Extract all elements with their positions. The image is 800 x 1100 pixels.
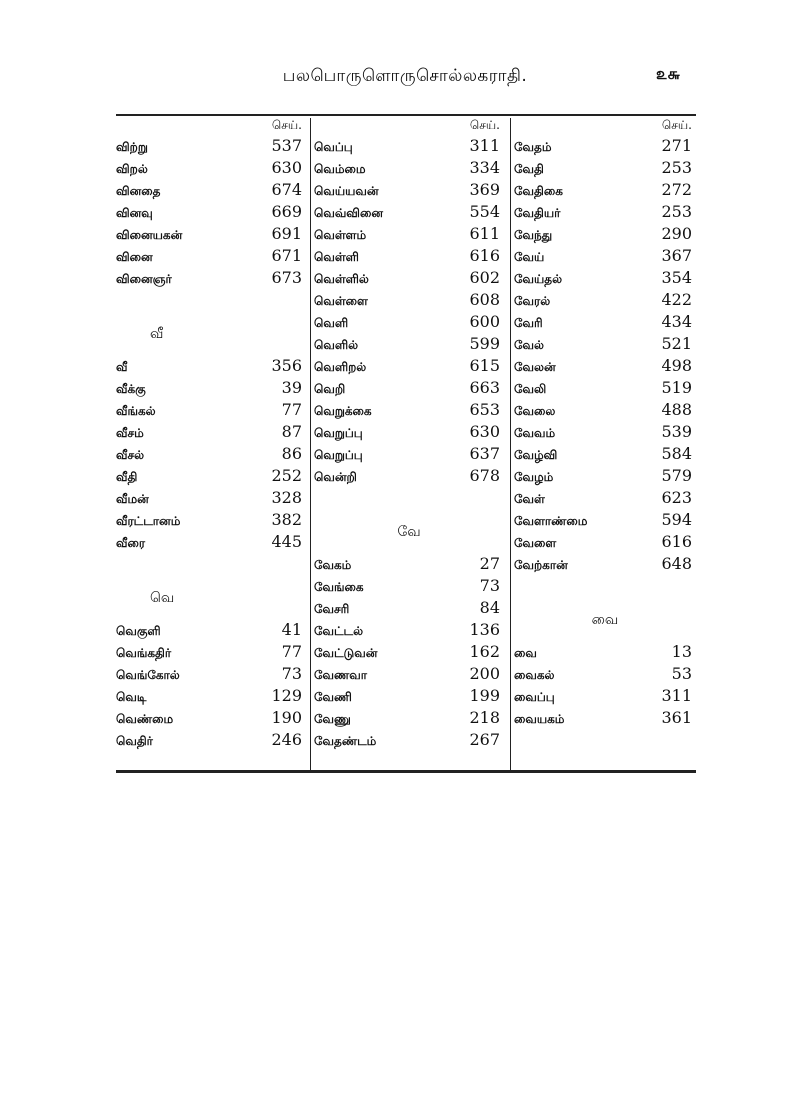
entry-verse-number: 673 (271, 268, 302, 287)
index-entry (314, 620, 504, 642)
spacer (314, 488, 504, 510)
index-entry (514, 356, 696, 378)
index-entry (514, 334, 696, 356)
index-entry (116, 422, 306, 444)
index-entry (116, 664, 306, 686)
entry-word: வெள்ளை (314, 294, 368, 308)
top-rule (116, 114, 696, 116)
index-entry (314, 730, 504, 752)
index-entry (314, 664, 504, 686)
entry-verse-number: 434 (661, 312, 692, 331)
entry-verse-number: 311 (469, 136, 500, 155)
index-entry (116, 620, 306, 642)
entry-word: வெளிறல் (314, 360, 367, 374)
index-entry (314, 378, 504, 400)
entry-verse-number: 218 (469, 708, 500, 727)
entry-verse-number: 678 (469, 466, 500, 485)
entry-verse-number: 616 (469, 246, 500, 265)
entry-word: வேரி (514, 316, 543, 330)
entry-verse-number: 136 (469, 620, 500, 639)
index-entry (314, 708, 504, 730)
index-entry (314, 466, 504, 488)
entry-verse-number: 554 (469, 202, 500, 221)
entry-verse-number: 611 (469, 224, 500, 243)
index-entry (116, 444, 306, 466)
entry-verse-number: 190 (271, 708, 302, 727)
entry-word: வீமன் (116, 492, 149, 506)
index-entry (314, 290, 504, 312)
entry-word: வெப்பு (314, 140, 353, 154)
entry-verse-number: 246 (271, 730, 302, 749)
index-entry (514, 466, 696, 488)
entry-verse-number: 584 (661, 444, 692, 463)
index-entry (314, 202, 504, 224)
index-entry (116, 378, 306, 400)
index-entry (314, 554, 504, 576)
entry-verse-number: 290 (661, 224, 692, 243)
entry-word: வேதி (514, 162, 544, 176)
index-entry (514, 312, 696, 334)
entry-verse-number: 653 (469, 400, 500, 419)
entry-word: வெறுப்பு (314, 426, 363, 440)
index-entry (514, 554, 696, 576)
index-entry (514, 510, 696, 532)
index-entry (116, 224, 306, 246)
entry-verse-number: 272 (661, 180, 692, 199)
entry-word: வேதிகை (514, 184, 563, 198)
entry-word: வெதிர் (116, 734, 153, 748)
entry-word: வேணி (314, 690, 352, 704)
index-entry (116, 686, 306, 708)
entry-word: வீசம் (116, 426, 144, 440)
entry-word: வேளாண்மை (514, 514, 588, 528)
index-entry (314, 400, 504, 422)
entry-word: வை (514, 646, 537, 660)
entry-verse-number: 253 (661, 202, 692, 221)
index-entry (514, 400, 696, 422)
index-entry (314, 422, 504, 444)
entry-verse-number: 253 (661, 158, 692, 177)
entry-word: வீக்கு (116, 382, 146, 396)
entry-verse-number: 594 (661, 510, 692, 529)
entry-word: வீங்கல் (116, 404, 156, 418)
index-entry (116, 158, 306, 180)
entry-word: வெறுக்கை (314, 404, 372, 418)
index-entry (514, 246, 696, 268)
index-entry (514, 180, 696, 202)
entry-word: வினை (116, 250, 153, 264)
entry-word: வேலி (514, 382, 547, 396)
entry-verse-number: 361 (661, 708, 692, 727)
entry-word: வினவு (116, 206, 153, 220)
entry-word: வெம்மை (314, 162, 366, 176)
entry-verse-number: 356 (271, 356, 302, 375)
entry-verse-number: 599 (469, 334, 500, 353)
entry-verse-number: 53 (671, 664, 692, 683)
entry-verse-number: 84 (479, 598, 500, 617)
index-entry (314, 312, 504, 334)
entry-verse-number: 86 (281, 444, 302, 463)
index-entry (314, 136, 504, 158)
entry-word: வைகல் (514, 668, 555, 682)
entry-verse-number: 311 (661, 686, 692, 705)
entry-verse-number: 616 (661, 532, 692, 551)
entry-verse-number: 648 (661, 554, 692, 573)
entry-word: வெள்ளில் (314, 272, 369, 286)
entry-word: வேரல் (514, 294, 551, 308)
entry-verse-number: 519 (661, 378, 692, 397)
spacer (116, 290, 306, 312)
entry-word: வீரட்டானம் (116, 514, 181, 528)
entry-verse-number: 13 (671, 642, 692, 661)
entry-word: வேய்தல் (514, 272, 563, 286)
entry-verse-number: 129 (271, 686, 302, 705)
entry-verse-number: 27 (479, 554, 500, 573)
entry-verse-number: 630 (469, 422, 500, 441)
entry-word: வைப்பு (514, 690, 555, 704)
entry-word: வேதியர் (514, 206, 561, 220)
page-number: ௨௬ (656, 64, 681, 83)
entry-word: விற்று (116, 140, 148, 154)
entry-verse-number: 73 (281, 664, 302, 683)
entry-word: வேற்கான் (514, 558, 568, 572)
entry-word: வெளில் (314, 338, 359, 352)
entry-verse-number: 663 (469, 378, 500, 397)
entry-verse-number: 608 (469, 290, 500, 309)
entry-verse-number: 369 (469, 180, 500, 199)
entry-word: வெள்ளி (314, 250, 359, 264)
index-entry (116, 708, 306, 730)
entry-word: வேல் (514, 338, 544, 352)
index-entry (116, 180, 306, 202)
spacer (116, 554, 306, 576)
entry-word: வெண்மை (116, 712, 174, 726)
index-entry (514, 708, 696, 730)
index-entry (514, 202, 696, 224)
index-column-3 (514, 118, 696, 730)
entry-word: வேழம் (514, 470, 554, 484)
entry-verse-number: 328 (271, 488, 302, 507)
index-entry (514, 686, 696, 708)
entry-verse-number: 539 (661, 422, 692, 441)
entry-word: வேதண்டம் (314, 734, 377, 748)
entry-word: வினையகன் (116, 228, 183, 242)
index-entry (514, 642, 696, 664)
entry-verse-number: 671 (271, 246, 302, 265)
entry-word: வீரை (116, 536, 146, 550)
index-entry (514, 444, 696, 466)
entry-verse-number: 521 (661, 334, 692, 353)
index-entry (116, 488, 306, 510)
entry-word: வையகம் (514, 712, 565, 726)
index-entry (514, 158, 696, 180)
entry-verse-number: 87 (281, 422, 302, 441)
entry-verse-number: 637 (469, 444, 500, 463)
index-entry (116, 356, 306, 378)
entry-word: வேங்கை (314, 580, 364, 594)
entry-verse-number: 367 (661, 246, 692, 265)
index-entry (314, 268, 504, 290)
index-entry (314, 356, 504, 378)
entry-word: வெகுளி (116, 624, 161, 638)
entry-verse-number: 691 (271, 224, 302, 243)
entry-word: வெங்கதிர் (116, 646, 172, 660)
entry-word: வீ (116, 360, 128, 374)
index-entry (116, 268, 306, 290)
entry-verse-number: 267 (469, 730, 500, 749)
entry-word: வினதை (116, 184, 161, 198)
entry-word: வெறுப்பு (314, 448, 363, 462)
entry-word: வெவ்வினை (314, 206, 383, 220)
entry-word: வேய் (514, 250, 545, 264)
page-title: பலபொருளொருசொல்லகராதி. (282, 66, 528, 86)
entry-word: வெளி (314, 316, 349, 330)
index-entry (514, 488, 696, 510)
entry-word: வேந்து (514, 228, 553, 242)
entry-verse-number: 77 (281, 400, 302, 419)
entry-word: வெறி (314, 382, 346, 396)
index-column-1 (116, 118, 306, 752)
entry-verse-number: 73 (479, 576, 500, 595)
index-entry (514, 422, 696, 444)
index-entry (116, 136, 306, 158)
index-entry (314, 444, 504, 466)
entry-word: விறல் (116, 162, 148, 176)
entry-word: வெய்யவன் (314, 184, 379, 198)
entry-word: வேள் (514, 492, 545, 506)
column-divider (310, 118, 311, 770)
entry-word: வெடி (116, 690, 147, 704)
entry-verse-number: 600 (469, 312, 500, 331)
index-entry (514, 290, 696, 312)
entry-verse-number: 669 (271, 202, 302, 221)
entry-word: வேளை (514, 536, 557, 550)
index-entry (314, 576, 504, 598)
section-heading: வெ (150, 590, 175, 606)
entry-word: வினைஞர் (116, 272, 172, 286)
index-entry (116, 466, 306, 488)
entry-verse-number: 41 (281, 620, 302, 639)
entry-verse-number: 334 (469, 158, 500, 177)
index-column-2 (314, 118, 504, 752)
entry-word: வேதம் (514, 140, 552, 154)
entry-word: வேட்டுவன் (314, 646, 378, 660)
entry-word: வீசல் (116, 448, 145, 462)
index-entry (116, 730, 306, 752)
entry-verse-number: 579 (661, 466, 692, 485)
entry-verse-number: 630 (271, 158, 302, 177)
index-entry (314, 686, 504, 708)
entry-word: வேணு (314, 712, 351, 726)
index-entry (514, 378, 696, 400)
entry-word: வென்றி (314, 470, 357, 484)
entry-verse-number: 77 (281, 642, 302, 661)
entry-verse-number: 162 (469, 642, 500, 661)
entry-verse-number: 200 (469, 664, 500, 683)
spacer (514, 576, 696, 598)
entry-word: வேட்டல் (314, 624, 364, 638)
section-heading: வை (591, 612, 619, 628)
entry-verse-number: 488 (661, 400, 692, 419)
section-heading: வீ (150, 326, 164, 342)
entry-verse-number: 445 (271, 532, 302, 551)
index-entry (116, 400, 306, 422)
entry-verse-number: 623 (661, 488, 692, 507)
entry-word: வெள்ளம் (314, 228, 367, 242)
entry-word: வேகம் (314, 558, 352, 572)
index-entry (314, 642, 504, 664)
index-entry (314, 224, 504, 246)
entry-word: வீதி (116, 470, 138, 484)
index-entry (514, 224, 696, 246)
entry-verse-number: 354 (661, 268, 692, 287)
index-entry (116, 642, 306, 664)
index-entry (514, 532, 696, 554)
entry-word: வேணவா (314, 668, 368, 682)
index-entry (116, 202, 306, 224)
column-header: செய். (271, 118, 302, 132)
index-entry (314, 158, 504, 180)
entry-word: வேலன் (514, 360, 556, 374)
bottom-rule (116, 770, 696, 773)
section-heading: வே (397, 524, 421, 540)
column-header: செய். (661, 118, 692, 132)
entry-verse-number: 252 (271, 466, 302, 485)
entry-verse-number: 615 (469, 356, 500, 375)
index-entry (314, 180, 504, 202)
index-entry (314, 246, 504, 268)
index-entry (116, 246, 306, 268)
entry-verse-number: 602 (469, 268, 500, 287)
entry-verse-number: 382 (271, 510, 302, 529)
entry-verse-number: 674 (271, 180, 302, 199)
entry-word: வேலை (514, 404, 556, 418)
index-entry (116, 532, 306, 554)
index-entry (514, 268, 696, 290)
entry-verse-number: 199 (469, 686, 500, 705)
entry-word: வேசரி (314, 602, 350, 616)
entry-word: வெங்கோல் (116, 668, 180, 682)
index-entry (314, 598, 504, 620)
index-entry (116, 510, 306, 532)
index-entry (514, 136, 696, 158)
column-divider (510, 118, 511, 770)
column-header: செய். (469, 118, 500, 132)
entry-verse-number: 498 (661, 356, 692, 375)
entry-word: வேழ்வி (514, 448, 558, 462)
entry-verse-number: 39 (281, 378, 302, 397)
entry-verse-number: 422 (661, 290, 692, 309)
entry-verse-number: 537 (271, 136, 302, 155)
entry-verse-number: 271 (661, 136, 692, 155)
entry-word: வேவம் (514, 426, 556, 440)
index-entry (514, 664, 696, 686)
index-entry (314, 334, 504, 356)
